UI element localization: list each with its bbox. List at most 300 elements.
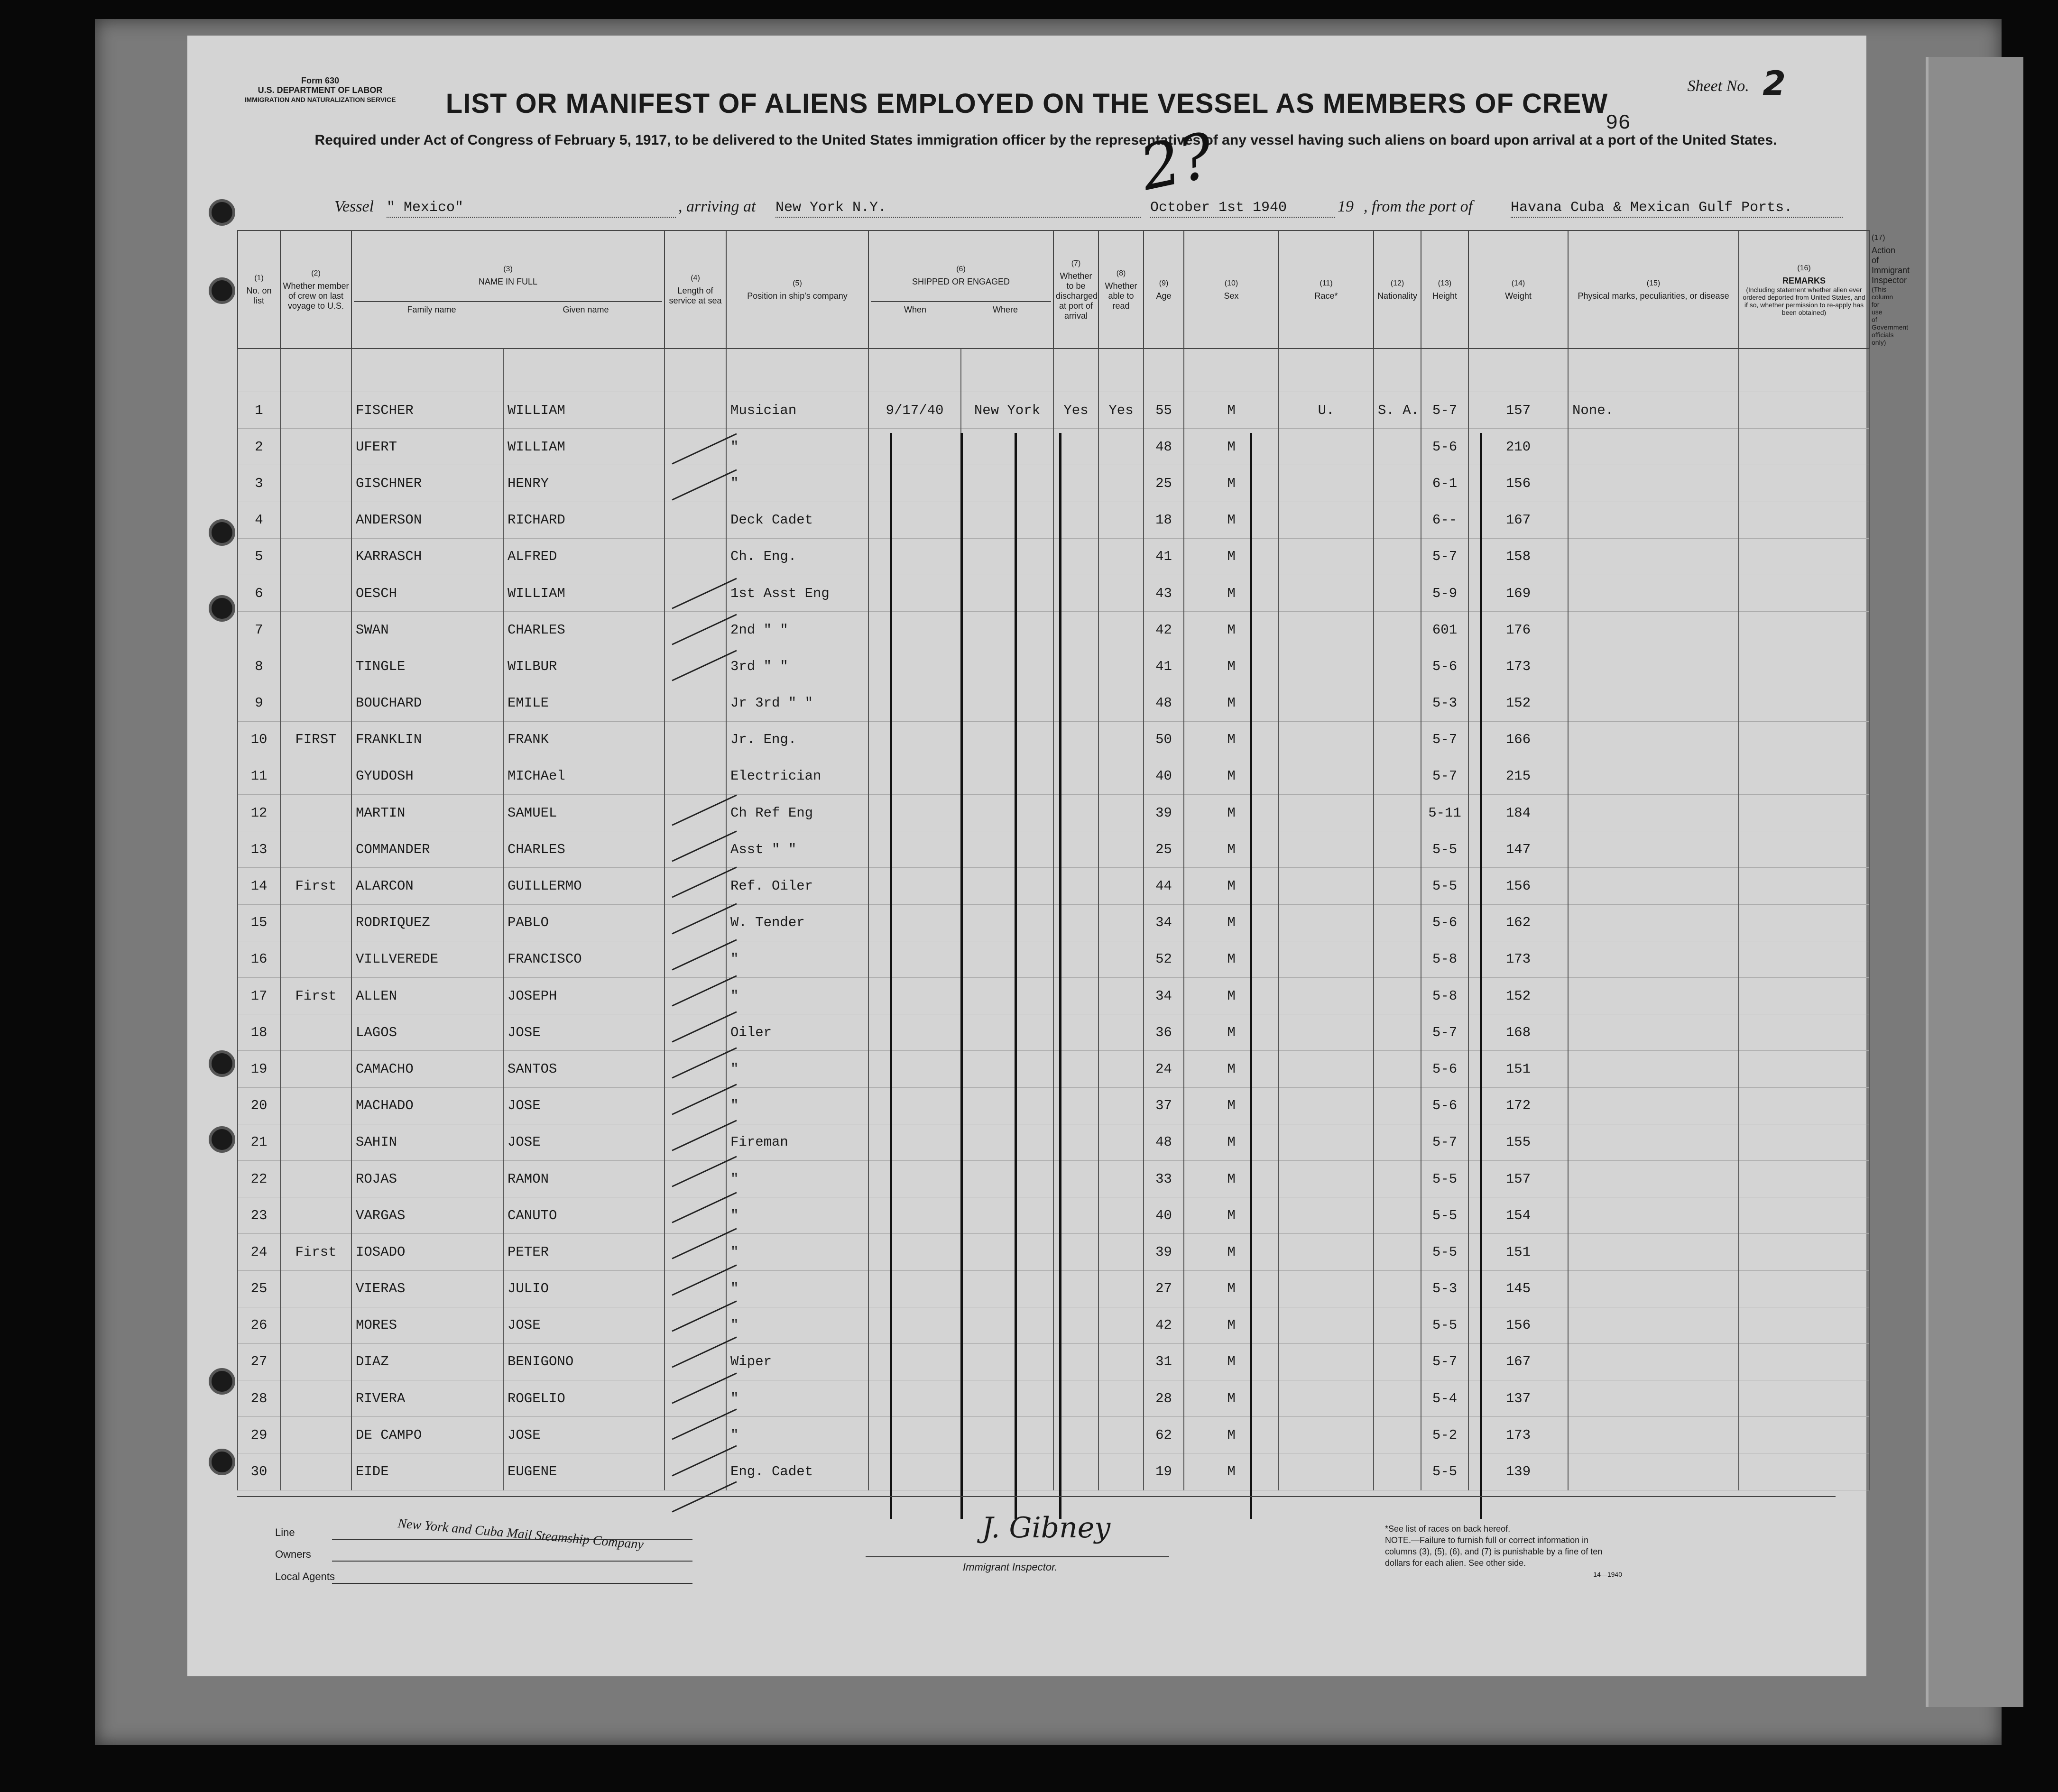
shipped-when xyxy=(868,429,961,465)
col-header-service: (4) Length of service at sea xyxy=(664,230,726,349)
punch-hole xyxy=(209,277,235,304)
position: Fireman xyxy=(726,1124,868,1160)
physical-marks xyxy=(1568,1270,1739,1307)
shipped-when xyxy=(868,721,961,758)
shipped-where xyxy=(961,1234,1053,1270)
service-length xyxy=(664,1453,726,1490)
arrival-date: October 1st 1940 xyxy=(1150,200,1335,218)
remarks xyxy=(1739,612,1869,648)
able-to-read xyxy=(1098,1051,1144,1087)
crew-row xyxy=(238,1380,1869,1417)
col-header-marks: (15) Physical marks, peculiarities, or disease xyxy=(1568,230,1739,349)
nationality xyxy=(1374,1234,1421,1270)
height: 5-6 xyxy=(1421,1051,1468,1087)
able-to-read xyxy=(1098,904,1144,941)
row-number: 23 xyxy=(238,1197,280,1234)
shipped-when xyxy=(868,978,961,1014)
position: Jr. Eng. xyxy=(726,721,868,758)
row-number: 20 xyxy=(238,1087,280,1124)
row-number: 2 xyxy=(238,429,280,465)
family-name: DIAZ xyxy=(351,1343,503,1380)
race xyxy=(1279,868,1374,904)
sheet-number-label: Sheet No. xyxy=(1687,77,1749,95)
shipped-when xyxy=(868,575,961,611)
remarks xyxy=(1739,1051,1869,1087)
col-header-family-name: Family name xyxy=(407,305,456,314)
agents-rule xyxy=(332,1583,692,1584)
given-name: JOSE xyxy=(503,1307,664,1343)
remarks xyxy=(1739,758,1869,794)
remarks xyxy=(1739,1087,1869,1124)
shipped-where xyxy=(961,1380,1053,1417)
position: Eng. Cadet xyxy=(726,1453,868,1490)
weight: 147 xyxy=(1468,831,1568,868)
family-name: MARTIN xyxy=(351,795,503,831)
race xyxy=(1279,904,1374,941)
last-voyage xyxy=(280,538,351,575)
owners-rule xyxy=(332,1561,692,1562)
remarks xyxy=(1739,1160,1869,1197)
given-name: PETER xyxy=(503,1234,664,1270)
height: 5-9 xyxy=(1421,575,1468,611)
height: 601 xyxy=(1421,612,1468,648)
position: Asst " " xyxy=(726,831,868,868)
position: 3rd " " xyxy=(726,648,868,685)
able-to-read xyxy=(1098,1234,1144,1270)
shipped-where xyxy=(961,465,1053,502)
weight: 137 xyxy=(1468,1380,1568,1417)
able-to-read xyxy=(1098,1453,1144,1490)
departure-port: Havana Cuba & Mexican Gulf Ports. xyxy=(1511,200,1843,218)
age: 48 xyxy=(1144,685,1184,721)
last-voyage xyxy=(280,648,351,685)
last-voyage xyxy=(280,612,351,648)
race xyxy=(1279,1270,1374,1307)
crew-row xyxy=(238,1051,1869,1087)
sex: M xyxy=(1184,1234,1279,1270)
crew-row xyxy=(238,904,1869,941)
race xyxy=(1279,758,1374,794)
sex: M xyxy=(1184,941,1279,977)
able-to-read xyxy=(1098,978,1144,1014)
given-name: FRANCISCO xyxy=(503,941,664,977)
col-header-name: (3) NAME IN FULL Family name Given name xyxy=(351,230,664,349)
weight: 158 xyxy=(1468,538,1568,575)
manifest-sheet xyxy=(187,36,1910,1676)
crew-row xyxy=(238,1197,1869,1234)
nationality: S. A. xyxy=(1374,392,1421,429)
given-name: PABLO xyxy=(503,904,664,941)
remarks xyxy=(1739,1124,1869,1160)
shipped-when xyxy=(868,758,961,794)
age: 34 xyxy=(1144,978,1184,1014)
nationality xyxy=(1374,612,1421,648)
owners-label: Owners xyxy=(275,1548,311,1560)
nationality xyxy=(1374,904,1421,941)
shipped-where xyxy=(961,538,1053,575)
able-to-read xyxy=(1098,1087,1144,1124)
last-voyage xyxy=(280,575,351,611)
position: Wiper xyxy=(726,1343,868,1380)
col-header-where: Where xyxy=(993,305,1018,314)
col-header-read: (8) Whether able to read xyxy=(1098,230,1144,349)
able-to-read xyxy=(1098,1417,1144,1453)
crew-row xyxy=(238,1014,1869,1051)
given-name: JULIO xyxy=(503,1270,664,1307)
footer-notes xyxy=(1385,1523,1622,1580)
family-name: ANDERSON xyxy=(351,502,503,538)
age: 55 xyxy=(1144,392,1184,429)
row-number: 8 xyxy=(238,648,280,685)
inspector-signature: J. Gibney xyxy=(982,1511,1111,1544)
nationality xyxy=(1374,429,1421,465)
crew-row xyxy=(238,612,1869,648)
physical-marks xyxy=(1568,1417,1739,1453)
last-voyage xyxy=(280,1417,351,1453)
last-voyage xyxy=(280,392,351,429)
last-voyage xyxy=(280,941,351,977)
nationality xyxy=(1374,1380,1421,1417)
row-number: 14 xyxy=(238,868,280,904)
vessel-name: " Mexico" xyxy=(387,200,676,218)
crew-row xyxy=(238,648,1869,685)
col-header-weight: (14) Weight xyxy=(1468,230,1568,349)
able-to-read xyxy=(1098,721,1144,758)
sex: M xyxy=(1184,978,1279,1014)
age: 39 xyxy=(1144,1234,1184,1270)
shipped-when xyxy=(868,685,961,721)
sex: M xyxy=(1184,758,1279,794)
nationality xyxy=(1374,868,1421,904)
race xyxy=(1279,831,1374,868)
last-voyage xyxy=(280,1160,351,1197)
age: 37 xyxy=(1144,1087,1184,1124)
col-header-shipped: (6) SHIPPED OR ENGAGED When Where xyxy=(868,230,1053,349)
height: 5-6 xyxy=(1421,1087,1468,1124)
age: 28 xyxy=(1144,1380,1184,1417)
last-voyage xyxy=(280,795,351,831)
weight: 156 xyxy=(1468,1307,1568,1343)
given-name: CHARLES xyxy=(503,612,664,648)
height: 5-7 xyxy=(1421,1124,1468,1160)
age: 40 xyxy=(1144,1197,1184,1234)
given-name: FRANK xyxy=(503,721,664,758)
height: 6-1 xyxy=(1421,465,1468,502)
race xyxy=(1279,1197,1374,1234)
crew-row xyxy=(238,831,1869,868)
nationality xyxy=(1374,538,1421,575)
last-voyage xyxy=(280,1380,351,1417)
age: 41 xyxy=(1144,538,1184,575)
row-number: 7 xyxy=(238,612,280,648)
sex: M xyxy=(1184,1160,1279,1197)
race xyxy=(1279,721,1374,758)
physical-marks xyxy=(1568,1234,1739,1270)
shipped-when xyxy=(868,1417,961,1453)
physical-marks xyxy=(1568,1014,1739,1051)
shipped-when xyxy=(868,538,961,575)
given-name: ROGELIO xyxy=(503,1380,664,1417)
height: 5-3 xyxy=(1421,1270,1468,1307)
shipped-where xyxy=(961,685,1053,721)
height: 5-2 xyxy=(1421,1417,1468,1453)
remarks xyxy=(1739,831,1869,868)
last-voyage: First xyxy=(280,978,351,1014)
last-voyage xyxy=(280,1343,351,1380)
weight: 152 xyxy=(1468,978,1568,1014)
punch-hole xyxy=(209,519,235,546)
row-number: 9 xyxy=(238,685,280,721)
nationality xyxy=(1374,758,1421,794)
able-to-read xyxy=(1098,685,1144,721)
physical-marks xyxy=(1568,575,1739,611)
last-voyage: FIRST xyxy=(280,721,351,758)
col-header-nationality: (12) Nationality xyxy=(1374,230,1421,349)
family-name: EIDE xyxy=(351,1453,503,1490)
given-name: HENRY xyxy=(503,465,664,502)
remarks xyxy=(1739,1380,1869,1417)
requirement-text: Required under Act of Congress of February 5, 1917, to be delivered to the United States immigration officer by the representatives of any vessel having such aliens on board upon arrival at a port of the United States. xyxy=(314,132,1777,148)
able-to-read xyxy=(1098,941,1144,977)
remarks xyxy=(1739,1307,1869,1343)
remarks xyxy=(1739,1234,1869,1270)
given-name: SAMUEL xyxy=(503,795,664,831)
race xyxy=(1279,1453,1374,1490)
weight: 173 xyxy=(1468,1417,1568,1453)
height: 5-7 xyxy=(1421,1343,1468,1380)
height: 5-5 xyxy=(1421,1197,1468,1234)
nationality xyxy=(1374,978,1421,1014)
family-name: VIERAS xyxy=(351,1270,503,1307)
weight: 167 xyxy=(1468,1343,1568,1380)
shipped-when xyxy=(868,868,961,904)
family-name: SWAN xyxy=(351,612,503,648)
shipped-where xyxy=(961,904,1053,941)
position: " xyxy=(726,941,868,977)
age: 24 xyxy=(1144,1051,1184,1087)
shipped-where xyxy=(961,429,1053,465)
row-number: 13 xyxy=(238,831,280,868)
nationality xyxy=(1374,1197,1421,1234)
page-title: LIST OR MANIFEST OF ALIENS EMPLOYED ON THE VESSEL AS MEMBERS OF CREW xyxy=(445,88,1608,119)
row-number: 30 xyxy=(238,1453,280,1490)
able-to-read xyxy=(1098,1160,1144,1197)
remarks xyxy=(1739,721,1869,758)
weight: 152 xyxy=(1468,685,1568,721)
nationality xyxy=(1374,941,1421,977)
position: " xyxy=(726,1417,868,1453)
physical-marks xyxy=(1568,685,1739,721)
age: 43 xyxy=(1144,575,1184,611)
able-to-read xyxy=(1098,868,1144,904)
row-number: 29 xyxy=(238,1417,280,1453)
col-header-age: (9) Age xyxy=(1144,230,1184,349)
able-to-read xyxy=(1098,1307,1144,1343)
family-name: CAMACHO xyxy=(351,1051,503,1087)
shipped-where: New York xyxy=(961,392,1053,429)
sex: M xyxy=(1184,1087,1279,1124)
last-voyage xyxy=(280,1270,351,1307)
punch-hole xyxy=(209,1449,235,1475)
nationality xyxy=(1374,648,1421,685)
given-name: JOSEPH xyxy=(503,978,664,1014)
row-number: 11 xyxy=(238,758,280,794)
last-voyage xyxy=(280,1307,351,1343)
height: 5-7 xyxy=(1421,538,1468,575)
col-header-discharged: (7) Whether to be discharged at port of arrival xyxy=(1053,230,1098,349)
height: 6-- xyxy=(1421,502,1468,538)
sex: M xyxy=(1184,795,1279,831)
physical-marks xyxy=(1568,648,1739,685)
sex: M xyxy=(1184,429,1279,465)
sex: M xyxy=(1184,538,1279,575)
service-length xyxy=(664,1343,726,1380)
shipped-where xyxy=(961,1343,1053,1380)
position: " xyxy=(726,1307,868,1343)
weight: 156 xyxy=(1468,868,1568,904)
last-voyage xyxy=(280,831,351,868)
race xyxy=(1279,1380,1374,1417)
height: 5-7 xyxy=(1421,1014,1468,1051)
from-label: , from the port of xyxy=(1364,198,1473,215)
family-name: OESCH xyxy=(351,575,503,611)
sex: M xyxy=(1184,868,1279,904)
family-name: DE CAMPO xyxy=(351,1417,503,1453)
height: 5-5 xyxy=(1421,1160,1468,1197)
last-voyage xyxy=(280,1087,351,1124)
service-length xyxy=(664,392,726,429)
age: 52 xyxy=(1144,941,1184,977)
crew-row xyxy=(238,685,1869,721)
nationality xyxy=(1374,1014,1421,1051)
form-number: Form 630 xyxy=(301,76,340,85)
pencil-mark: 2? xyxy=(1134,119,1220,205)
row-number: 22 xyxy=(238,1160,280,1197)
races-note: *See list of races on back hereof. xyxy=(1385,1524,1511,1534)
last-voyage xyxy=(280,465,351,502)
col-header-height: (13) Height xyxy=(1421,230,1468,349)
position: 2nd " " xyxy=(726,612,868,648)
physical-marks xyxy=(1568,429,1739,465)
weight: 176 xyxy=(1468,612,1568,648)
shipped-where xyxy=(961,1160,1053,1197)
shipped-where xyxy=(961,1051,1053,1087)
shipped-when xyxy=(868,1160,961,1197)
weight: 173 xyxy=(1468,648,1568,685)
position: " xyxy=(726,465,868,502)
family-name: RODRIQUEZ xyxy=(351,904,503,941)
race xyxy=(1279,648,1374,685)
remarks xyxy=(1739,1417,1869,1453)
age: 31 xyxy=(1144,1343,1184,1380)
sex: M xyxy=(1184,1453,1279,1490)
race xyxy=(1279,1087,1374,1124)
service-length xyxy=(664,575,726,611)
weight: 184 xyxy=(1468,795,1568,831)
service-length xyxy=(664,721,726,758)
sex: M xyxy=(1184,648,1279,685)
able-to-read xyxy=(1098,1197,1144,1234)
race: U. xyxy=(1279,392,1374,429)
given-name: JOSE xyxy=(503,1087,664,1124)
last-voyage: First xyxy=(280,1234,351,1270)
race xyxy=(1279,612,1374,648)
family-name: UFERT xyxy=(351,429,503,465)
physical-marks xyxy=(1568,612,1739,648)
arriving-label: , arriving at xyxy=(678,198,756,215)
physical-marks xyxy=(1568,1160,1739,1197)
family-name: KARRASCH xyxy=(351,538,503,575)
position: Ch. Eng. xyxy=(726,538,868,575)
shipped-when xyxy=(868,1051,961,1087)
weight: 166 xyxy=(1468,721,1568,758)
age: 33 xyxy=(1144,1160,1184,1197)
weight: 155 xyxy=(1468,1124,1568,1160)
crew-row xyxy=(238,1307,1869,1343)
physical-marks xyxy=(1568,1343,1739,1380)
given-name: BENIGONO xyxy=(503,1343,664,1380)
weight: 139 xyxy=(1468,1453,1568,1490)
remarks xyxy=(1739,868,1869,904)
height: 5-5 xyxy=(1421,1234,1468,1270)
service-length xyxy=(664,1270,726,1307)
shipped-when xyxy=(868,1307,961,1343)
crew-row xyxy=(238,575,1869,611)
crew-row xyxy=(238,1343,1869,1380)
physical-marks xyxy=(1568,1087,1739,1124)
height: 5-5 xyxy=(1421,1453,1468,1490)
shipped-when xyxy=(868,648,961,685)
sex: M xyxy=(1184,831,1279,868)
family-name: FRANKLIN xyxy=(351,721,503,758)
weight: 145 xyxy=(1468,1270,1568,1307)
nationality xyxy=(1374,1307,1421,1343)
row-number: 1 xyxy=(238,392,280,429)
able-to-read xyxy=(1098,1380,1144,1417)
given-name: EMILE xyxy=(503,685,664,721)
position: Jr 3rd " " xyxy=(726,685,868,721)
family-name: TINGLE xyxy=(351,648,503,685)
remarks xyxy=(1739,1270,1869,1307)
crew-row xyxy=(238,868,1869,904)
age: 48 xyxy=(1144,1124,1184,1160)
race xyxy=(1279,1051,1374,1087)
remarks xyxy=(1739,575,1869,611)
position: " xyxy=(726,429,868,465)
given-name: WILBUR xyxy=(503,648,664,685)
shipped-where xyxy=(961,1417,1053,1453)
height: 5-5 xyxy=(1421,868,1468,904)
family-name: ROJAS xyxy=(351,1160,503,1197)
weight: 167 xyxy=(1468,502,1568,538)
age: 48 xyxy=(1144,429,1184,465)
position: " xyxy=(726,1197,868,1234)
shipped-where xyxy=(961,721,1053,758)
age: 27 xyxy=(1144,1270,1184,1307)
shipped-where xyxy=(961,831,1053,868)
line-label: Line xyxy=(275,1526,295,1538)
crew-row xyxy=(238,758,1869,794)
shipped-when xyxy=(868,1234,961,1270)
service-length xyxy=(664,1380,726,1417)
shipped-when xyxy=(868,1380,961,1417)
remarks xyxy=(1739,1343,1869,1380)
col-header-sex: (10) Sex xyxy=(1184,230,1279,349)
weight: 151 xyxy=(1468,1051,1568,1087)
height: 5-6 xyxy=(1421,429,1468,465)
given-name: CANUTO xyxy=(503,1197,664,1234)
able-to-read xyxy=(1098,1343,1144,1380)
